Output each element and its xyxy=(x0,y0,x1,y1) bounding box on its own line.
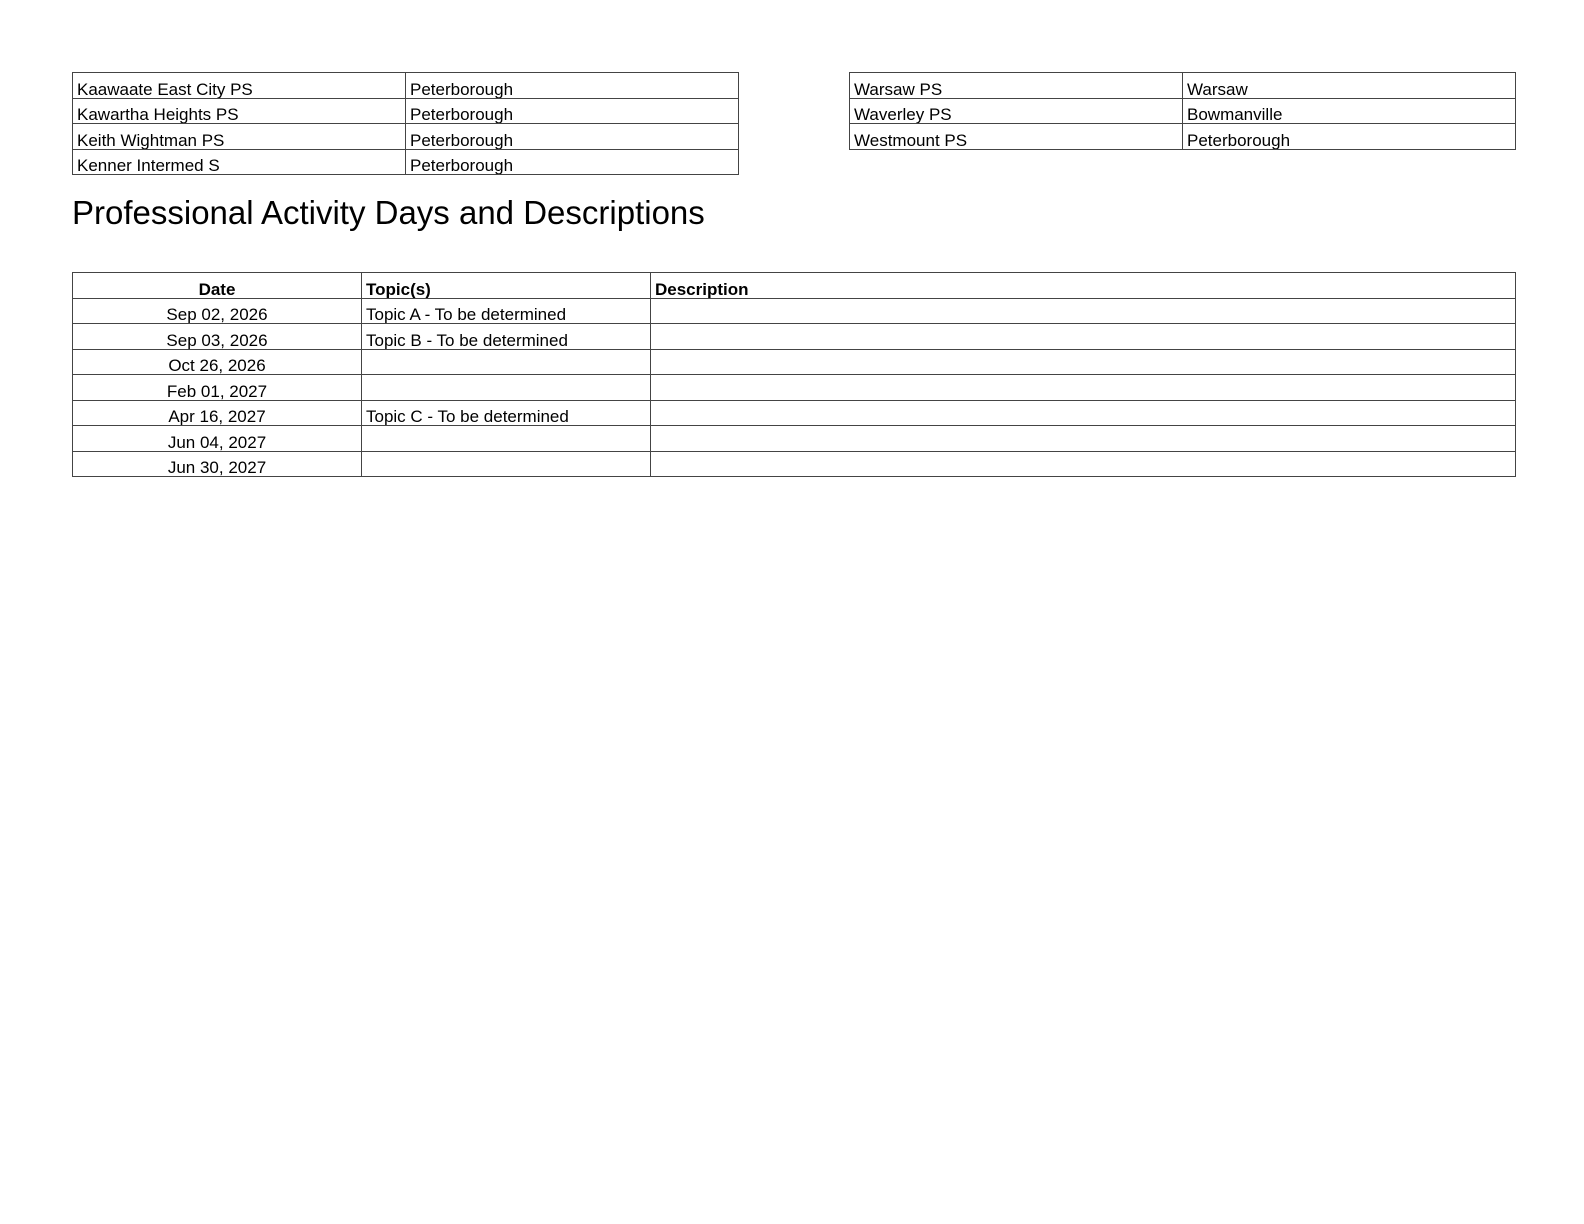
description-cell xyxy=(651,375,1516,401)
school-name-cell: Waverley PS xyxy=(850,98,1183,124)
school-name-cell: Kawartha Heights PS xyxy=(73,98,406,124)
table-header-row xyxy=(73,273,1516,299)
topic-cell xyxy=(362,426,651,452)
topic-cell xyxy=(362,375,651,401)
column-header-description: Description xyxy=(651,273,1516,299)
table-row xyxy=(850,73,1516,99)
table-row xyxy=(850,98,1516,124)
school-name-cell: Kaawaate East City PS xyxy=(73,73,406,99)
description-cell xyxy=(651,426,1516,452)
school-city-cell: Peterborough xyxy=(406,124,739,150)
date-cell: Sep 03, 2026 xyxy=(73,324,362,350)
table-row xyxy=(73,149,739,175)
date-cell: Oct 26, 2026 xyxy=(73,349,362,375)
column-header-topic: Topic(s) xyxy=(362,273,651,299)
description-cell xyxy=(651,400,1516,426)
school-name-cell: Keith Wightman PS xyxy=(73,124,406,150)
school-city-cell: Peterborough xyxy=(1183,124,1516,150)
date-cell: Jun 04, 2027 xyxy=(73,426,362,452)
table-row xyxy=(73,375,1516,401)
school-city-cell: Peterborough xyxy=(406,149,739,175)
description-cell xyxy=(651,451,1516,477)
table-row xyxy=(73,349,1516,375)
school-city-cell: Warsaw xyxy=(1183,73,1516,99)
schools-table-left xyxy=(72,72,739,175)
date-cell: Apr 16, 2027 xyxy=(73,400,362,426)
topic-cell: Topic A - To be determined xyxy=(362,298,651,324)
date-cell: Sep 02, 2026 xyxy=(73,298,362,324)
table-row xyxy=(73,98,739,124)
date-cell: Feb 01, 2027 xyxy=(73,375,362,401)
table-row xyxy=(73,298,1516,324)
school-city-cell: Peterborough xyxy=(406,98,739,124)
table-row xyxy=(73,426,1516,452)
table-row xyxy=(73,124,739,150)
date-cell: Jun 30, 2027 xyxy=(73,451,362,477)
section-title: Professional Activity Days and Descriptions xyxy=(72,194,705,231)
school-city-cell: Bowmanville xyxy=(1183,98,1516,124)
topic-cell: Topic C - To be determined xyxy=(362,400,651,426)
topic-cell: Topic B - To be determined xyxy=(362,324,651,350)
description-cell xyxy=(651,298,1516,324)
table-row xyxy=(73,73,739,99)
topic-cell xyxy=(362,451,651,477)
school-name-cell: Kenner Intermed S xyxy=(73,149,406,175)
school-city-cell: Peterborough xyxy=(406,73,739,99)
table-row xyxy=(73,451,1516,477)
column-header-date: Date xyxy=(73,273,362,299)
description-cell xyxy=(651,349,1516,375)
school-name-cell: Westmount PS xyxy=(850,124,1183,150)
table-row xyxy=(73,324,1516,350)
topic-cell xyxy=(362,349,651,375)
description-cell xyxy=(651,324,1516,350)
schools-table-right xyxy=(849,72,1516,150)
table-row xyxy=(73,400,1516,426)
table-row xyxy=(850,124,1516,150)
pa-days-table xyxy=(72,272,1516,477)
school-name-cell: Warsaw PS xyxy=(850,73,1183,99)
